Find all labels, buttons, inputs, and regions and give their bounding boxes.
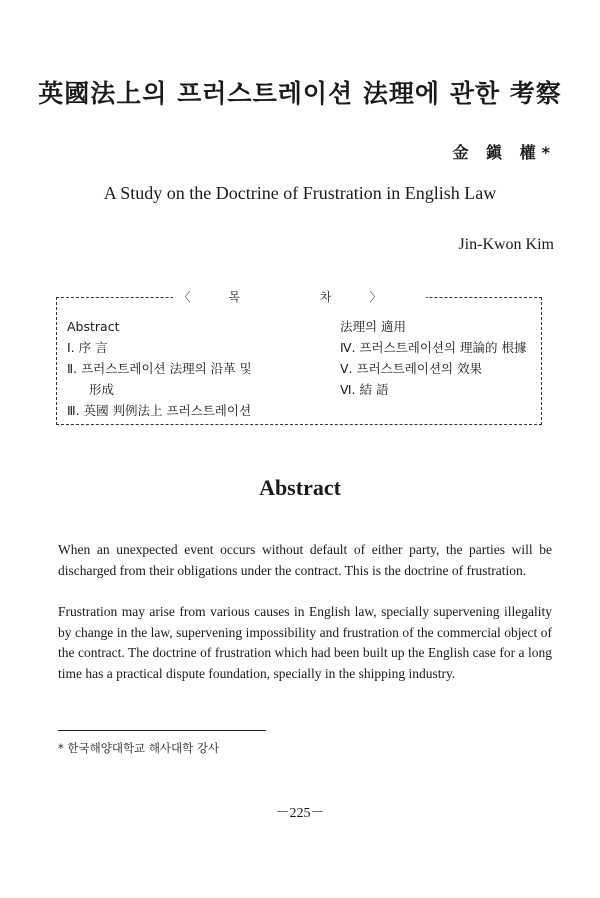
footnote-divider: [58, 730, 266, 731]
korean-title: 英國法上의 프러스트레이션 法理에 관한 考察: [38, 79, 562, 108]
abstract-paragraph: Frustration may arise from various causes in English law, specially supervening illegality by change in the law, supervening impossibility and frustration of the commercial object of the contract. The doctrine of frustration which had been built up the English case for a long time has a practical dispute foundation, specially in the shipping industry.: [58, 604, 552, 682]
footnote: * 한국해양대학교 해사대학 강사: [58, 741, 220, 755]
toc-right-column: [340, 316, 540, 400]
table-of-contents: [56, 290, 542, 425]
english-author: Jin-Kwon Kim: [458, 236, 554, 253]
abstract-heading: Abstract: [259, 475, 341, 500]
english-title: A Study on the Doctrine of Frustration in English Law: [103, 183, 497, 203]
toc-item: Ⅴ. 프러스트레이션의 效果: [340, 361, 483, 376]
toc-item: 形成: [89, 382, 115, 397]
toc-heading: 〈목 차〉: [57, 288, 541, 305]
korean-author: 金 鎭 權*: [452, 143, 556, 162]
toc-item: Ⅱ. 프러스트레이션 法理의 沿革 및: [67, 361, 252, 376]
toc-item: Ⅳ. 프러스트레이션의 理論的 根據: [340, 340, 527, 355]
toc-left-column: [67, 316, 297, 421]
toc-item: Ⅵ. 結 語: [340, 382, 389, 397]
toc-item: Ⅰ. 序 言: [67, 340, 108, 355]
abstract-paragraph: When an unexpected event occurs without default of either party, the parties will be discharged from their obligations under the contract. This is the doctrine of frustration.: [58, 542, 552, 578]
page-number: －225－: [275, 806, 325, 821]
toc-item: Ⅲ. 英國 判例法上 프러스트레이션: [67, 403, 252, 418]
toc-item: 法理의 適用: [340, 319, 407, 334]
toc-item: Abstract: [67, 319, 120, 334]
